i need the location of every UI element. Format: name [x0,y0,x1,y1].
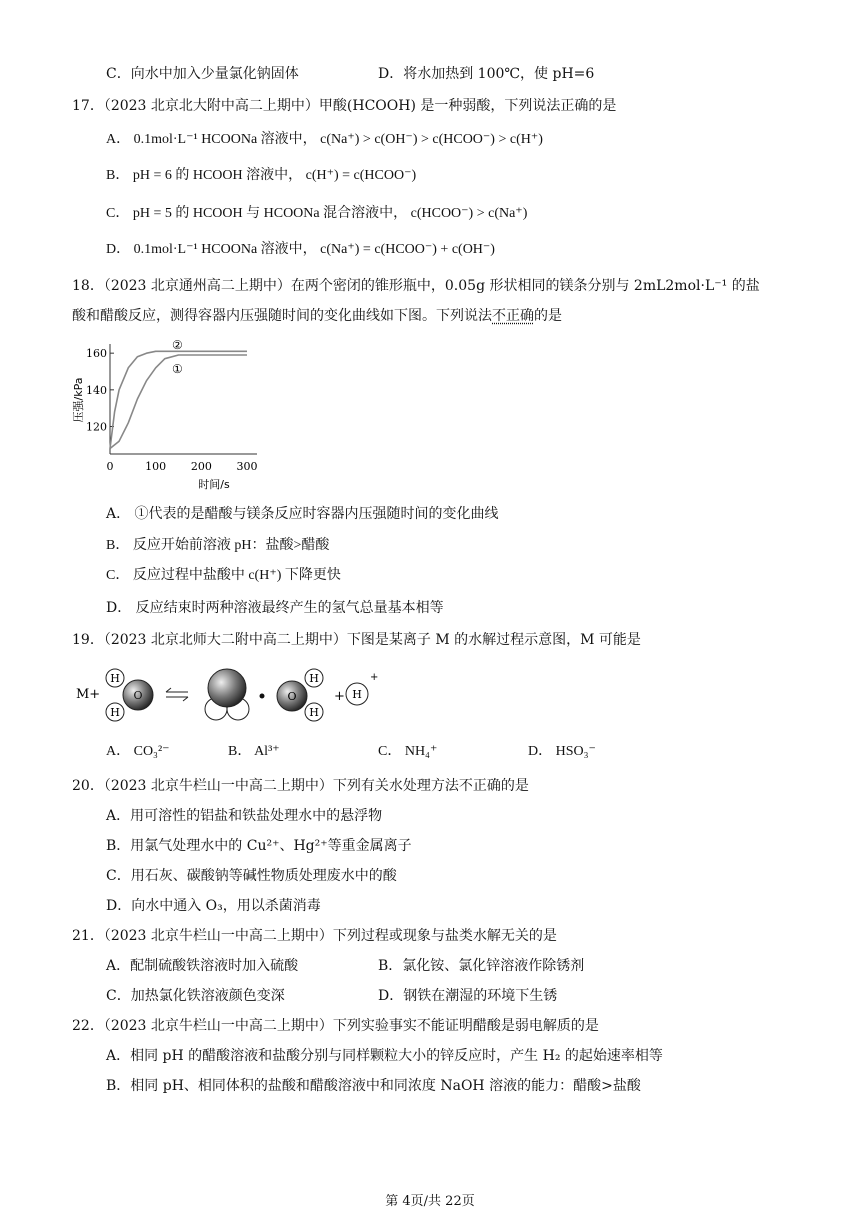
equilibrium-arrow-icon [166,697,188,701]
q20-option-b: B．用氯气处理水中的 Cu²⁺、Hg²⁺等重金属离子 [106,838,412,854]
plus-sign: + [334,689,345,704]
q21-option-b: B．氯化铵、氯化锌溶液作除锈剂 [378,958,585,974]
q18-option-a: A． ①代表的是醋酸与镁条反应时容器内压强随时间的变化曲线 [106,506,499,522]
series-label-1: ① [172,362,183,376]
h-ion-label: H [352,688,362,701]
q20-stem: 20．（2023 北京牛栏山一中高二上期中）下列有关水处理方法不正确的是 [72,778,529,794]
page-footer: 第 4页/共 22页 [385,1194,475,1209]
q21-option-a: A．配制硫酸铁溶液时加入硫酸 [106,958,299,974]
q21-stem: 21．（2023 北京牛栏山一中高二上期中）下列过程或现象与盐类水解无关的是 [72,928,557,944]
q18-stem-tail: 的是 [534,308,562,324]
h-label: H [110,706,120,719]
q17-option-c: C． pH = 5 的 HCOOH 与 HCOONa 混合溶液中， c(HCOO⁻) > c(Na⁺) [106,206,528,221]
q19-option-b: B． Al³⁺ [228,744,280,759]
q21-option-c: C．加热氯化铁溶液颜色变深 [106,988,285,1004]
dot-icon [260,694,265,699]
x-tick-label: 200 [190,460,212,473]
series-label-2: ② [172,338,183,352]
m-plus-label: M+ [76,687,101,702]
h-label: H [309,706,319,719]
y-tick-label: 120 [86,420,107,434]
x-tick-label: 100 [145,460,167,473]
q18-option-c: C． 反应过程中盐酸中 c(H⁺) 下降更快 [106,568,341,583]
q20-option-c: C．用石灰、碳酸钠等碱性物质处理废水中的酸 [106,868,397,884]
y-axis-label: 压强/kPa [72,377,85,423]
q18-emphasis: 不正确 [492,308,534,324]
equilibrium-arrow-icon [166,688,188,692]
x-axis-label: 时间/s [198,478,230,491]
q19-stem: 19．（2023 北京北师大二附中高二上期中）下图是某离子 M 的水解过程示意图，M 可能是 [72,632,641,648]
q19-option-a: A． CO₃²⁻ [106,744,170,759]
q18-stem-line1: 18．（2023 北京通州高二上期中）在两个密闭的锥形瓶中，0.05g 形状相同的镁条分别与 2mL2mol·L⁻¹ 的盐 [72,278,760,294]
q22-option-b: B．相同 pH、相同体积的盐酸和醋酸溶液中和同浓度 NaOH 溶液的能力：醋酸>盐酸 [106,1078,641,1094]
q17-option-d: D． 0.1mol·L⁻¹ HCOONa 溶液中， c(Na⁺) = c(HCOO⁻) + c(OH⁻) [106,242,495,257]
y-tick-label: 140 [86,383,107,397]
q17-option-a: A． 0.1mol·L⁻¹ HCOONa 溶液中， c(Na⁺) > c(OH⁻) > c(HCOO⁻) > c(H⁺) [106,132,543,147]
q22-stem: 22．（2023 北京牛栏山一中高二上期中）下列实验事实不能证明醋酸是弱电解质的是 [72,1018,599,1034]
hydrolysis-diagram [72,664,392,724]
metal-ion-atom [208,669,246,707]
pressure-time-chart [72,336,272,496]
q18-stem-line2 [72,306,562,326]
q19-option-d: D． HSO₃⁻ [528,744,596,759]
h-label: H [110,672,120,685]
h-ion-charge: + [370,672,379,683]
x-tick-label: 300 [236,460,258,473]
h-label: H [309,672,319,685]
q20-option-d: D．向水中通入 O₃，用以杀菌消毒 [106,898,321,914]
x-tick-label: 0 [106,460,114,473]
o-label: O [133,689,143,702]
q22-option-a: A．相同 pH 的醋酸溶液和盐酸分别与同样颗粒大小的锌反应时，产生 H₂ 的起始速率相等 [106,1048,663,1064]
q17-stem: 17．（2023 北京北大附中高二上期中）甲酸(HCOOH) 是一种弱酸，下列说法正确的是 [72,98,617,114]
q19-option-c: C． NH₄⁺ [378,744,438,759]
y-tick-label: 160 [86,347,107,361]
o-label: O [287,690,297,703]
q21-option-d: D．钢铁在潮湿的环境下生锈 [378,988,558,1004]
q16-option-d: D．将水加热到 100℃，使 pH=6 [378,66,595,82]
q17-option-b: B． pH = 6 的 HCOOH 溶液中， c(H⁺) = c(HCOO⁻) [106,168,417,183]
q18-option-b: B． 反应开始前溶液 pH：盐酸>醋酸 [106,538,330,553]
q16-option-c: C．向水中加入少量氯化钠固体 [106,66,299,82]
q18-option-d: D． 反应结束时两种溶液最终产生的氢气总量基本相等 [106,600,444,616]
q20-option-a: A．用可溶性的铝盐和铁盐处理水中的悬浮物 [106,808,383,824]
q18-stem-text: 酸和醋酸反应，测得容器内压强随时间的变化曲线如下图。下列说法 [72,308,492,324]
